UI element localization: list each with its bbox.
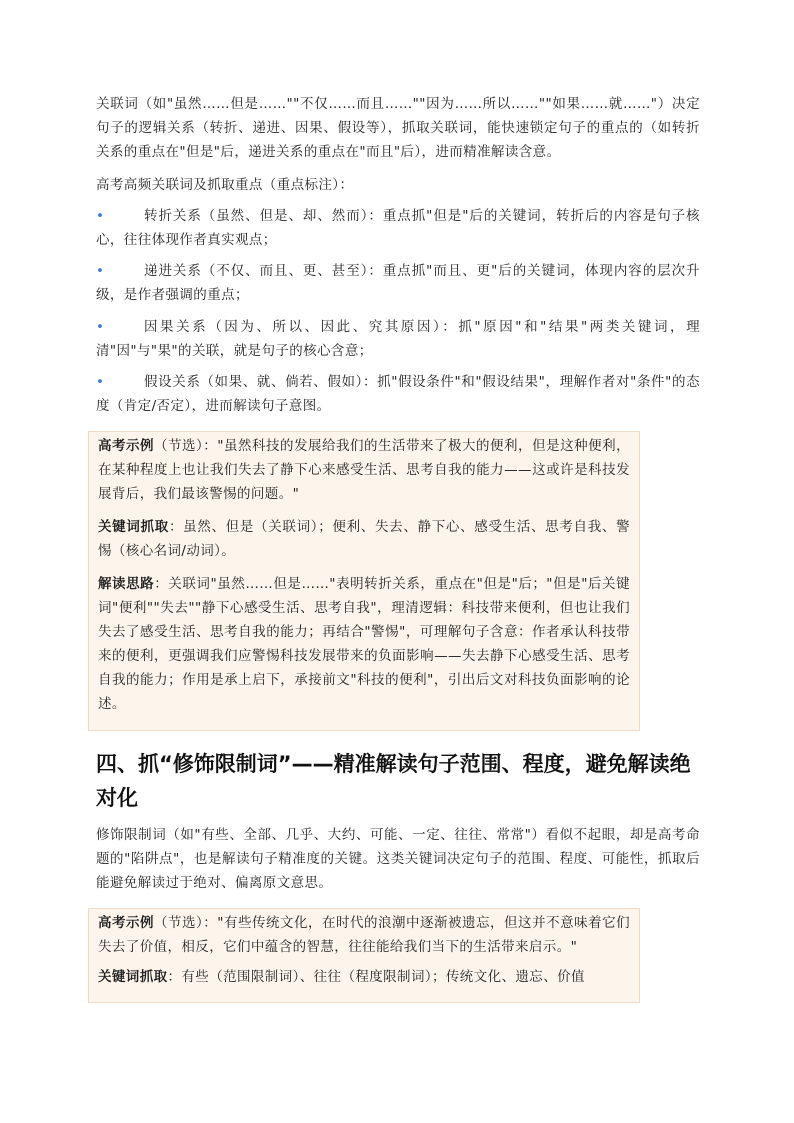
bullet-item-progression — [96, 259, 700, 307]
intro-paragraph: 关联词（如"虽然……但是……""不仅……而且……""因为……所以……""如果……就……"）决定句子的逻辑关系（转折、递进、因果、假设等），抓取关联词，能快速锁定句子的重点的（如转折关系的重点在"但是"后，递进关系的重点在"而且"后），进而精准解读含意。 — [96, 96, 700, 160]
bullet-text: 递进关系（不仅、而且、更、甚至）：重点抓"而且、更"后的关键词，体现内容的层次升级，是作者强调的重点； — [96, 263, 700, 303]
bullet-icon: • — [96, 319, 104, 335]
bullet-item-contrast — [96, 204, 700, 252]
example-label: 高考示例 — [98, 915, 155, 931]
section-heading-4: 四、抓“修饰限制词”——精准解读句子范围、程度，避免解读绝对化 — [96, 752, 691, 810]
keyword-extraction — [98, 515, 630, 563]
example-quote — [98, 911, 630, 959]
analysis — [98, 572, 630, 716]
bullet-item-causal — [96, 315, 700, 363]
keyword-label: 关键词抓取 — [98, 519, 169, 535]
bullet-icon: • — [96, 208, 104, 224]
frequent-conjunctions-heading: 高考高频关联词及抓取重点（重点标注）： — [96, 177, 354, 193]
example-quote — [98, 434, 630, 506]
bullet-icon: • — [96, 374, 104, 390]
bullet-text: 因果关系（因为、所以、因此、究其原因）：抓"原因"和"结果"两类关键词，理清"因"与"果"的关联，就是句子的核心含意； — [96, 319, 700, 359]
example-label: 高考示例 — [98, 438, 155, 454]
example-text: （节选）："虽然科技的发展给我们的生活带来了极大的便利，但是这种便利，在某种程度上也让我们失去了静下心来感受生活、思考自我的能力——这或许是科技发展背后，我们最该警惕的问题。" — [98, 438, 630, 502]
bullet-item-hypothesis — [96, 370, 700, 418]
exam-example-box-2 — [88, 908, 640, 1003]
keyword-text: ：有些（范围限制词）、往往（程度限制词）；传统文化、遗忘、价值 — [167, 969, 585, 985]
analysis-label: 解读思路 — [98, 576, 155, 592]
bullet-text: 转折关系（虽然、但是、却、然而）：重点抓"但是"后的关键词，转折后的内容是句子核心，往往体现作者真实观点； — [96, 208, 700, 248]
keyword-text: ：虽然、但是（关联词）；便利、失去、静下心、感受生活、思考自我、警惕（核心名词/动词）。 — [98, 519, 631, 559]
exam-example-box-1 — [88, 431, 640, 731]
keyword-label: 关键词抓取 — [98, 969, 168, 985]
bullet-text: 假设关系（如果、就、倘若、假如）：抓"假设条件"和"假设结果"，理解作者对"条件"的态度（肯定/否定），进而解读句子意图。 — [96, 374, 700, 414]
keyword-extraction — [98, 965, 630, 989]
analysis-text: ：关联词"虽然……但是……"表明转折关系，重点在"但是"后；"但是"后关键词"便利""失去""静下心感受生活、思考自我"，理清逻辑：科技带来便利，但也让我们失去了感受生活、思考自我的能力；再结合"警惕"，可理解句子含意：作者承认科技带来的便利，更强调我们应警惕科技发展带来的负面影响——失去静下心感受生活、思考自我的能力；作用是承上启下，承接前文"科技的便利"，引出后文对科技负面影响的论述。 — [98, 576, 630, 712]
bullet-icon: • — [96, 263, 104, 279]
section4-paragraph: 修饰限制词（如"有些、全部、几乎、大约、可能、一定、往往、常常"）看似不起眼，却是高考命题的"陷阱点"，也是解读句子精准度的关键。这类关键词决定句子的范围、程度、可能性，抓取后能避免解读过于绝对、偏离原文意思。 — [96, 827, 700, 891]
example-text: （节选）："有些传统文化，在时代的浪潮中逐渐被遗忘，但这并不意味着它们失去了价值，相反，它们中蕴含的智慧，往往能给我们当下的生活带来启示。" — [98, 915, 630, 955]
